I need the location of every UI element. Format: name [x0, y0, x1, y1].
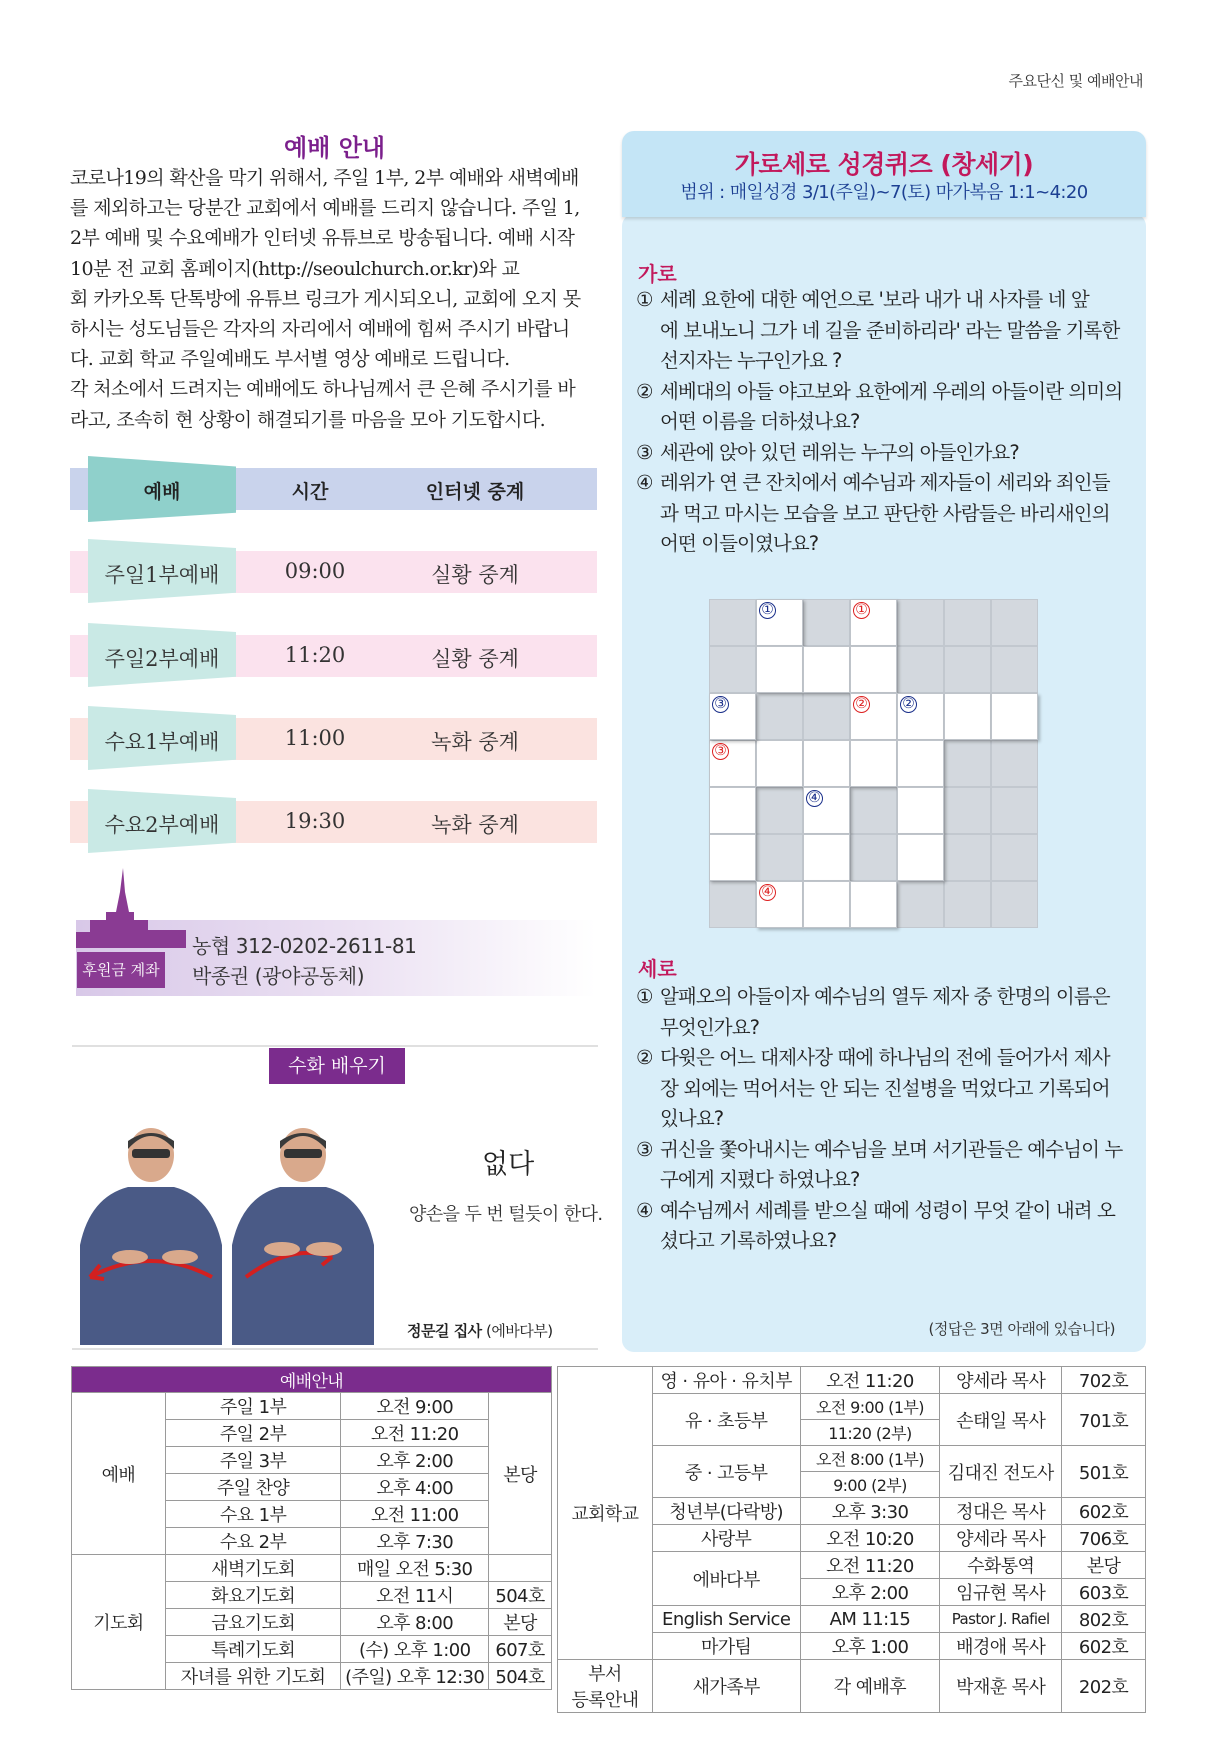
table-cell: 702호 [1062, 1367, 1146, 1394]
table-cell: 청년부(다락방) [652, 1498, 800, 1525]
table-cell: 손태일 목사 [940, 1394, 1062, 1446]
row-time: 09:00 [284, 559, 346, 583]
grid-cell-empty [756, 787, 803, 834]
account-holder: 박종권 (광야공동체) [192, 964, 365, 988]
grid-clue-number: ④ [806, 790, 823, 807]
table-cell: 사랑부 [652, 1525, 800, 1552]
table-cell: 박재훈 목사 [940, 1660, 1062, 1713]
table-cell: 오후 2:00 [800, 1579, 940, 1606]
grid-cell-answer[interactable] [850, 881, 897, 928]
table-cell: 오전 9:00 [341, 1393, 489, 1420]
table-cell: 오전 11:20 [800, 1552, 940, 1579]
table-cell: 701호 [1062, 1394, 1146, 1446]
grid-cell-answer[interactable] [803, 834, 850, 881]
grid-cell-empty [991, 834, 1038, 881]
table-cell: 오후 3:30 [800, 1498, 940, 1525]
table-cell: 602호 [1062, 1498, 1146, 1525]
table-cell: 새벽기도회 [165, 1555, 341, 1582]
row-broadcast: 녹화 중계 [431, 730, 519, 754]
table-cell: 504호 [489, 1582, 552, 1609]
grid-clue-number: ③ [712, 743, 729, 760]
table-cell: 202호 [1062, 1660, 1146, 1713]
table-cell: 오후 1:00 [800, 1633, 940, 1660]
grid-cell-empty [991, 881, 1038, 928]
table-cell: 504호 [489, 1663, 552, 1690]
table-cell: 오후 7:30 [341, 1528, 489, 1555]
grid-cell-empty [944, 787, 991, 834]
table-cell: 정대은 목사 [940, 1498, 1062, 1525]
table-cell: 501호 [1062, 1446, 1146, 1498]
item-line: 선지자는 누구인가요 ? [660, 349, 842, 372]
grid-clue-number: ① [759, 602, 776, 619]
grid-clue-number: ③ [712, 696, 729, 713]
grid-clue-number: ① [853, 602, 870, 619]
item-number: ④ [636, 1198, 653, 1222]
table-cell: 오전 11:00 [341, 1501, 489, 1528]
table-cell: 603호 [1062, 1579, 1146, 1606]
worship-title: 예배 안내 [284, 134, 386, 162]
table-cell: 오전 11:20 [341, 1420, 489, 1447]
table-cell: 오전 10:20 [800, 1525, 940, 1552]
table-cell: (수) 오후 1:00 [341, 1636, 489, 1663]
church-school-table [557, 1366, 1146, 1713]
item-number: ④ [636, 471, 653, 494]
table-cell: 오전 11:20 [800, 1367, 940, 1394]
dept-label: 부서 [588, 1664, 622, 1685]
table-cell: 수화통역 [940, 1552, 1062, 1579]
table-cell: 오전 8:00 (1부) [800, 1446, 940, 1472]
item-line: 세관에 앉아 있던 레위는 누구의 아들인가요? [660, 440, 1019, 464]
row-time: 19:30 [284, 809, 346, 833]
group-registration [558, 1660, 653, 1713]
account-number: 농협 312-0202-2611-81 [192, 934, 417, 958]
table-cell: 주일 찬양 [165, 1474, 341, 1501]
table-cell: 수요 2부 [165, 1528, 341, 1555]
table-cell: 양세라 목사 [940, 1525, 1062, 1552]
grid-cell-empty [709, 646, 756, 693]
grid-cell-empty [991, 787, 1038, 834]
section-header: 주요단신 및 예배안내 [1008, 72, 1143, 90]
down-item [636, 1196, 1141, 1257]
item-line: 장 외에는 먹어서는 안 되는 진설병을 먹었다고 기록되어 [660, 1076, 1110, 1100]
section-divider [72, 1348, 598, 1350]
table-cell: 양세라 목사 [940, 1367, 1062, 1394]
grid-cell-empty [897, 881, 944, 928]
item-line: 다윗은 어느 대제사장 때에 하나님의 전에 들어가서 제사 [660, 1046, 1110, 1069]
table-cell: 새가족부 [652, 1660, 800, 1713]
table-cell: 오후 4:00 [341, 1474, 489, 1501]
row-name: 주일2부예배 [104, 647, 220, 671]
table-cell: English Service [652, 1606, 800, 1633]
item-line: 무엇인가요? [660, 1015, 760, 1039]
intro-line: 각 처소에서 드려지는 예배에도 하나님께서 큰 은혜 주시기를 바 [70, 378, 576, 401]
grid-cell-empty [944, 881, 991, 928]
row-name: 주일1부예배 [104, 563, 220, 587]
worship-info-table [71, 1366, 552, 1690]
quiz-title: 가로세로 성경퀴즈 (창세기) [734, 150, 1034, 179]
item-number: ② [636, 1046, 653, 1069]
table-cell: Pastor J. Rafiel [940, 1606, 1062, 1633]
table-cell: 배경애 목사 [940, 1633, 1062, 1660]
sign-word: 없다 [482, 1149, 535, 1180]
grid-cell-empty [850, 834, 897, 881]
grid-cell-empty [709, 881, 756, 928]
grid-cell-empty [756, 693, 803, 740]
grid-cell-answer[interactable] [897, 787, 944, 834]
item-line: 귀신을 쫓아내시는 예수님을 보며 서기관들은 예수님이 누 [660, 1137, 1123, 1161]
sign-description: 양손을 두 번 털듯이 한다. [409, 1204, 603, 1225]
col-broadcast: 인터넷 중계 [425, 481, 525, 503]
sign-title: 수화 배우기 [269, 1048, 405, 1084]
down-item [636, 1135, 1141, 1196]
table-cell: 오전 11시 [341, 1582, 489, 1609]
grid-cell-empty [991, 740, 1038, 787]
grid-clue-number: ④ [759, 884, 776, 901]
table-cell: 에바다부 [652, 1552, 800, 1606]
intro-line: 하시는 성도님들은 각자의 자리에서 예배에 힘써 주시기 바랍니 [70, 318, 570, 341]
item-line: 어떤 이들이였나요? [660, 532, 819, 555]
crossword-grid [709, 599, 1039, 929]
group-church-school: 교회학교 [558, 1367, 653, 1660]
worship-intro [70, 163, 598, 435]
down-label: 세로 [638, 957, 677, 981]
item-number: ① [636, 288, 653, 311]
credit-dept: (에바다부) [485, 1322, 553, 1340]
item-line: 예수님께서 세례를 받으실 때에 성령이 무엇 같이 내려 오 [660, 1198, 1115, 1222]
across-list [636, 285, 1141, 560]
table-cell: 오후 2:00 [341, 1447, 489, 1474]
table-cell: 자녀를 위한 기도회 [165, 1663, 341, 1690]
row-broadcast: 녹화 중계 [431, 813, 519, 837]
table-cell: 주일 2부 [165, 1420, 341, 1447]
grid-cell-answer[interactable] [991, 693, 1038, 740]
sign-person-photo-2 [222, 1125, 384, 1345]
col-time: 시간 [291, 481, 329, 503]
grid-cell-answer[interactable] [850, 646, 897, 693]
col-worship: 예배 [143, 481, 181, 503]
grid-cell-empty [803, 693, 850, 740]
item-line: 레위가 연 큰 잔치에서 예수님과 제자들이 세리와 죄인들 [660, 471, 1110, 494]
across-item [636, 468, 1141, 560]
grid-cell-answer[interactable] [803, 881, 850, 928]
item-number: ③ [636, 1137, 653, 1161]
table-cell: 주일 1부 [165, 1393, 341, 1420]
table-cell [489, 1555, 552, 1582]
intro-line: 10분 전 교회 홈페이지(http://seoulchurch.or.kr)와 교 [70, 257, 520, 280]
sign-person-photo-1 [70, 1125, 232, 1345]
grid-cell-empty [756, 834, 803, 881]
across-label: 가로 [638, 262, 677, 286]
table-cell: 주일 3부 [165, 1447, 341, 1474]
grid-clue-number: ② [900, 696, 917, 713]
table-cell: 중 · 고등부 [652, 1446, 800, 1498]
table-cell: 매일 오전 5:30 [341, 1555, 489, 1582]
across-item [636, 285, 1141, 377]
quiz-range: 범위 : 매일성경 3/1(주일)~7(토) 마가복음 1:1~4:20 [680, 182, 1088, 203]
item-line: 에 보내노니 그가 네 길을 준비하리라' 라는 말씀을 기록한 [660, 318, 1120, 342]
row-time: 11:00 [284, 726, 346, 750]
table-cell: 9:00 (2부) [800, 1472, 940, 1498]
item-number: ① [636, 985, 653, 1008]
grid-cell-empty [803, 599, 850, 646]
grid-cell-answer[interactable] [803, 646, 850, 693]
group-worship: 예배 [72, 1393, 166, 1555]
table-cell: 각 예배후 [800, 1660, 940, 1713]
grid-cell-empty [944, 599, 991, 646]
down-list [636, 982, 1141, 1257]
item-number: ③ [636, 440, 653, 464]
table-cell: (주일) 오후 12:30 [341, 1663, 489, 1690]
answer-note: (정답은 3면 아래에 있습니다) [928, 1320, 1115, 1338]
row-name: 수요2부예배 [104, 813, 220, 837]
table-cell: 김대진 전도사 [940, 1446, 1062, 1498]
credit-name: 정문길 집사 [407, 1322, 482, 1340]
item-line: 있나요? [660, 1107, 724, 1130]
grid-cell-empty [991, 646, 1038, 693]
grid-cell-empty [709, 599, 756, 646]
intro-line: 라고, 조속히 현 상황이 해결되기를 마음을 모아 기도합시다. [70, 408, 546, 431]
church-silhouette-icon [76, 868, 186, 948]
grid-cell-answer[interactable] [709, 787, 756, 834]
table-cell: 수요 1부 [165, 1501, 341, 1528]
intro-line: 코로나19의 확산을 막기 위해서, 주일 1부, 2부 예배와 새벽예배 [70, 167, 579, 189]
table-cell: 11:20 (2부) [800, 1420, 940, 1446]
item-line: 과 먹고 마시는 모습을 보고 판단한 사람들은 바리새인의 [660, 501, 1110, 525]
grid-cell-answer[interactable] [756, 646, 803, 693]
grid-cell-answer[interactable] [756, 740, 803, 787]
intro-line: 2부 예배 및 수요예배가 인터넷 유튜브로 방송됩니다. 예배 시작 [70, 227, 575, 250]
item-line: 셨다고 기록하였나요? [660, 1229, 837, 1252]
grid-cell-empty [991, 599, 1038, 646]
table-cell: 802호 [1062, 1606, 1146, 1633]
intro-line: 를 제외하고는 당분간 교회에서 예배를 드리지 않습니다. 주일 1, [70, 197, 580, 220]
group-prayer: 기도회 [72, 1555, 166, 1690]
section-divider [72, 1045, 598, 1047]
grid-cell-empty [897, 599, 944, 646]
grid-cell-empty [850, 787, 897, 834]
table-cell: 마가팀 [652, 1633, 800, 1660]
table-cell: 유 · 초등부 [652, 1394, 800, 1446]
grid-cell-empty [944, 740, 991, 787]
across-item [636, 438, 1141, 469]
item-line: 세베대의 아들 야고보와 요한에게 우레의 아들이란 의미의 [660, 379, 1123, 403]
item-line: 알패오의 아들이자 예수님의 열두 제자 중 한명의 이름은 [660, 985, 1110, 1008]
down-item [636, 1043, 1141, 1135]
sign-credit [407, 1320, 553, 1341]
table-cell: 602호 [1062, 1633, 1146, 1660]
row-name: 수요1부예배 [104, 730, 220, 754]
table-header: 예배안내 [72, 1367, 552, 1393]
table-cell: 임규현 목사 [940, 1579, 1062, 1606]
table-cell: 본당 [1062, 1552, 1146, 1579]
table-cell: 본당 [489, 1609, 552, 1636]
place-main-hall: 본당 [489, 1393, 552, 1555]
item-number: ② [636, 379, 653, 403]
grid-cell-answer[interactable] [944, 693, 991, 740]
row-broadcast: 실황 중계 [431, 647, 519, 671]
item-line: 어떤 이름을 더하셨나요? [660, 410, 860, 433]
grid-cell-answer[interactable] [709, 834, 756, 881]
grid-cell-empty [944, 646, 991, 693]
grid-cell-answer[interactable] [850, 740, 897, 787]
item-line: 구에게 지폈다 하였나요? [660, 1168, 860, 1191]
grid-cell-answer[interactable] [897, 740, 944, 787]
table-cell: 오후 8:00 [341, 1609, 489, 1636]
intro-line: 다. 교회 학교 주일예배도 부서별 영상 예배로 드립니다. [70, 348, 510, 371]
grid-cell-answer[interactable] [897, 834, 944, 881]
grid-clue-number: ② [853, 696, 870, 713]
grid-cell-answer[interactable] [803, 740, 850, 787]
table-cell: 영 · 유아 · 유치부 [652, 1367, 800, 1394]
intro-line: 회 카카오톡 단톡방에 유튜브 링크가 게시되오니, 교회에 오지 못 [70, 287, 581, 310]
table-cell: 607호 [489, 1636, 552, 1663]
table-cell: 화요기도회 [165, 1582, 341, 1609]
table-cell: 706호 [1062, 1525, 1146, 1552]
table-cell: 특례기도회 [165, 1636, 341, 1663]
item-line: 세례 요한에 대한 예언으로 '보라 내가 내 사자를 네 앞 [660, 288, 1089, 311]
row-time: 11:20 [284, 643, 346, 667]
table-cell: AM 11:15 [800, 1606, 940, 1633]
registration-label: 등록안내 [571, 1690, 639, 1711]
across-item [636, 377, 1141, 438]
row-broadcast: 실황 중계 [431, 563, 519, 587]
grid-cell-empty [944, 834, 991, 881]
table-cell: 금요기도회 [165, 1609, 341, 1636]
table-cell: 오전 9:00 (1부) [800, 1394, 940, 1420]
down-item [636, 982, 1141, 1043]
grid-cell-empty [897, 646, 944, 693]
account-label: 후원금 계좌 [77, 952, 165, 988]
